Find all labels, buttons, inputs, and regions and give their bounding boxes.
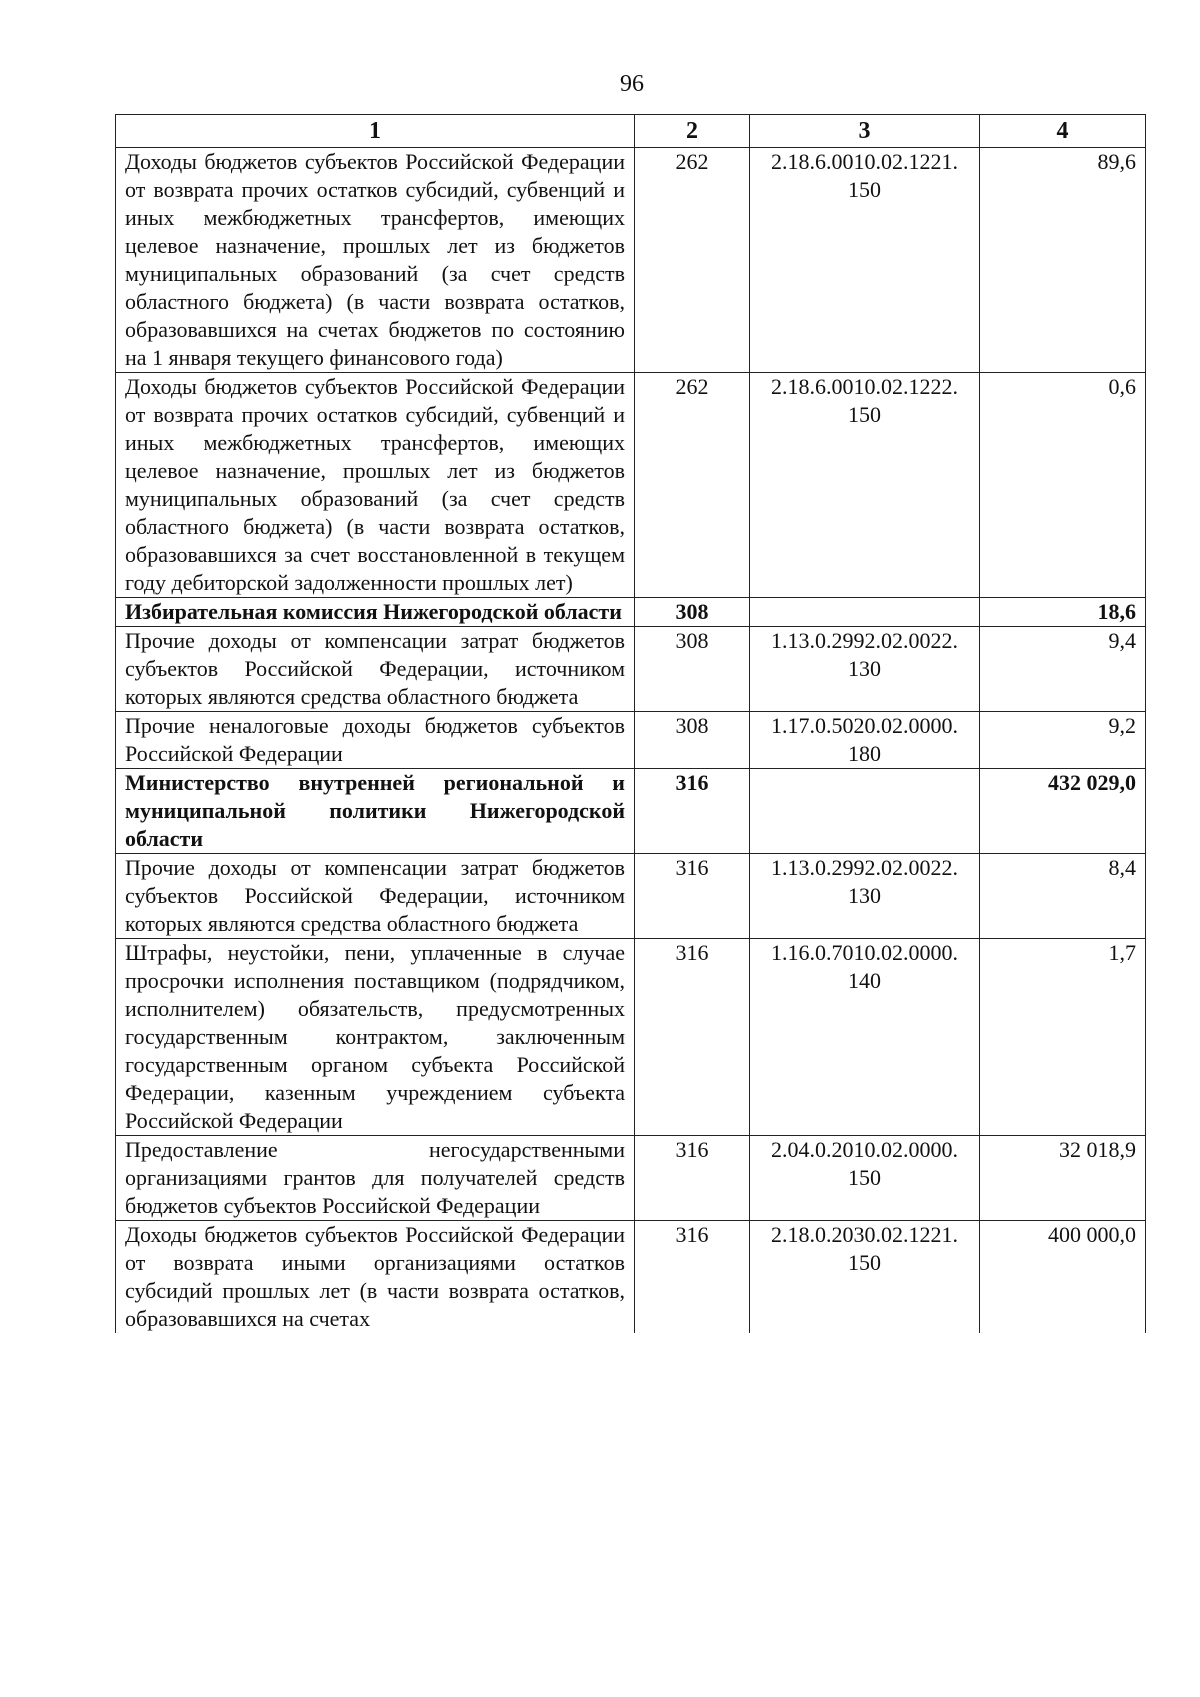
table-row — [116, 627, 1146, 712]
table-row — [116, 373, 1146, 598]
column-header-code: 3 — [750, 115, 980, 148]
table-row — [116, 712, 1146, 769]
table-row — [116, 1221, 1146, 1334]
row-amount-cell: 9,2 — [980, 712, 1146, 769]
row-admin-code-cell: 316 — [635, 1136, 750, 1221]
row-name-cell: Избирательная комиссия Нижегородской области — [116, 598, 635, 627]
table-row — [116, 854, 1146, 939]
page-number: 96 — [620, 71, 644, 97]
row-amount-cell: 32 018,9 — [980, 1136, 1146, 1221]
row-amount-cell: 400 000,0 — [980, 1221, 1146, 1334]
row-admin-code-cell: 262 — [635, 148, 750, 373]
row-budget-code-cell: 1.13.0.2992.02.0022. 130 — [750, 627, 980, 712]
row-admin-code-cell: 316 — [635, 854, 750, 939]
row-budget-code-cell: 1.16.0.7010.02.0000. 140 — [750, 939, 980, 1136]
row-budget-code-cell — [750, 769, 980, 854]
row-budget-code-cell: 1.13.0.2992.02.0022. 130 — [750, 854, 980, 939]
column-header-admin: 2 — [635, 115, 750, 148]
row-admin-code-cell: 316 — [635, 769, 750, 854]
row-budget-code-cell: 2.18.0.2030.02.1221. 150 — [750, 1221, 980, 1334]
table-row — [116, 769, 1146, 854]
row-admin-code-cell: 308 — [635, 627, 750, 712]
row-amount-cell: 9,4 — [980, 627, 1146, 712]
row-budget-code-cell: 2.04.0.2010.02.0000. 150 — [750, 1136, 980, 1221]
budget-income-table — [115, 114, 1146, 1333]
row-admin-code-cell: 316 — [635, 1221, 750, 1334]
table-row — [116, 598, 1146, 627]
row-name-cell: Доходы бюджетов субъектов Российской Федерации от возврата иными организациями остатков субсидий прошлых лет (в части возврата остатков, образовавшихся на счетах — [116, 1221, 635, 1334]
table-row — [116, 1136, 1146, 1221]
row-amount-cell: 432 029,0 — [980, 769, 1146, 854]
row-name-cell: Министерство внутренней региональной и муниципальной политики Нижегородской области — [116, 769, 635, 854]
row-name-cell: Доходы бюджетов субъектов Российской Федерации от возврата прочих остатков субсидий, субвенций и иных межбюджетных трансфертов, имеющих целевое назначение, прошлых лет из бюджетов муниципальных образований (за счет средств областного бюджета) (в части возврата остатков, образовавшихся на счетах бюджетов по состоянию на 1 января текущего финансового года) — [116, 148, 635, 373]
row-admin-code-cell: 308 — [635, 712, 750, 769]
row-amount-cell: 8,4 — [980, 854, 1146, 939]
row-amount-cell: 18,6 — [980, 598, 1146, 627]
row-amount-cell: 89,6 — [980, 148, 1146, 373]
row-budget-code-cell: 2.18.6.0010.02.1222. 150 — [750, 373, 980, 598]
row-budget-code-cell: 1.17.0.5020.02.0000. 180 — [750, 712, 980, 769]
row-admin-code-cell: 316 — [635, 939, 750, 1136]
row-name-cell: Прочие доходы от компенсации затрат бюджетов субъектов Российской Федерации, источником которых являются средства областного бюджета — [116, 627, 635, 712]
table-row — [116, 939, 1146, 1136]
row-name-cell: Предоставление негосударственными организациями грантов для получателей средств бюджетов субъектов Российской Федерации — [116, 1136, 635, 1221]
row-name-cell: Штрафы, неустойки, пени, уплаченные в случае просрочки исполнения поставщиком (подрядчиком, исполнителем) обязательств, предусмотренных государственным контрактом, заключенным государственным органом субъекта Российской Федерации, казенным учреждением субъекта Российской Федерации — [116, 939, 635, 1136]
row-name-cell: Прочие неналоговые доходы бюджетов субъектов Российской Федерации — [116, 712, 635, 769]
row-budget-code-cell — [750, 598, 980, 627]
row-budget-code-cell: 2.18.6.0010.02.1221. 150 — [750, 148, 980, 373]
column-header-name: 1 — [116, 115, 635, 148]
table-body — [116, 148, 1146, 1334]
table-header-row — [116, 115, 1146, 148]
row-amount-cell: 1,7 — [980, 939, 1146, 1136]
row-name-cell: Доходы бюджетов субъектов Российской Федерации от возврата прочих остатков субсидий, субвенций и иных межбюджетных трансфертов, имеющих целевое назначение, прошлых лет из бюджетов муниципальных образований (за счет средств областного бюджета) (в части возврата остатков, образовавшихся за счет восстановленной в текущем году дебиторской задолженности прошлых лет) — [116, 373, 635, 598]
row-admin-code-cell: 262 — [635, 373, 750, 598]
table-row — [116, 148, 1146, 373]
column-header-amount: 4 — [980, 115, 1146, 148]
row-amount-cell: 0,6 — [980, 373, 1146, 598]
row-admin-code-cell: 308 — [635, 598, 750, 627]
row-name-cell: Прочие доходы от компенсации затрат бюджетов субъектов Российской Федерации, источником которых являются средства областного бюджета — [116, 854, 635, 939]
